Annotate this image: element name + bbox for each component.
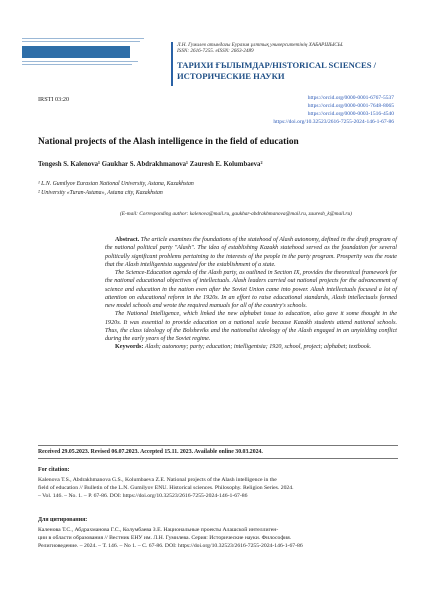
article-title: National projects of the Alash intelligence in the field of education [38,137,299,147]
keywords-text: Alash; autonomy; party; education; intelligentsia; 1920, school, project; alphabet; textbook. [144,344,372,351]
affiliation: ² University «Turan-Astana», Astana city, Kazakhstan [38,189,163,196]
orcid-links [273,94,394,126]
divider [38,445,398,446]
orcid-link[interactable]: https://orcid.org/0000-0003-1516-4540 [307,111,394,117]
abstract [105,236,397,352]
abstract-paragraph: The Science-Education agenda of the Alash party, as outlined in Section IX, provides the theoretical framework for the national educational objectives of intellectuals. Alash leaders carried out national projects for the advancement of science and education in the nation even after the Soviet Union came into power. Alash intellectuals focused a lot of attention on educational reform in the 1920s. In an effort to raise educational standards, Alash intellectuals formed new model schools and wrote the required manuals for all of the country's schools. [105,270,397,309]
citation-label: For citation: [38,467,70,473]
journal-info-line: Л.Н. Гумилев атындағы Еуразия ұлттық университетінің ХАБАРШЫСЫ. [177,42,344,48]
journal-series-line-2: ИСТОРИЧЕСКИЕ НАУКИ [177,70,285,81]
affiliations [38,180,194,197]
journal-issn: ISSN: 2616-7255. eISSN: 2663-2489 [177,48,254,55]
abstract-paragraph: The National Intelligence, which linked the new alphabet issue to education, also gave it some thought in the 1920s. It was essential to provide education on a national scale because Kazakh students attend national schools. Thus, the class ideology of the Bolsheviks and the nationalist ideology of the Alash engaged in an unyielding conflict during the early years of the Soviet regime. [105,311,397,342]
orcid-link[interactable]: https://orcid.org/0000-0001-6767-5537 [307,95,394,101]
citation-line: – Vol. 146. – No. 1. – P. 67-86. DOI: https://doi.org/10.32523/2616-7255-2024-146-1-67-86 [38,492,248,499]
orcid-link[interactable]: https://orcid.org/0000-0001-7648-8065 [307,103,394,109]
received-dates: Received 29.05.2023. Revised 06.07.2023. Accepted 15.11. 2023. Available online 30.03.2024. [38,449,263,455]
citation-line: Kalenova T.S., Abdrakhmanova G.S., Kolumbaeva Z.E. National projects of the Alash intelligence in the [38,477,277,483]
abstract-paragraph [105,236,397,269]
irsti-code: IRSTI 03:20 [38,96,70,103]
doi-link[interactable]: https://doi.org/10.32523/2616-7255-2024-146-1-67-86 [273,119,394,125]
journal-header [0,0,424,90]
author-list: Tengesh S. Kalenova¹ Gaukhar S. Abdrakhmanova¹ Zauresh E. Kolumbaeva² [38,161,263,168]
keywords-label: Keywords: [115,344,144,351]
citation-line: field of education // Bulletin of the L.N. Gumilyov ENU. Historical sciences. Philosophy. Religion Series. 2024. [38,484,294,491]
citation-line: Религиоведение. – 2024. – Т. 146. – No 1. – С. 67-86. DOI: https://doi.org/10.32523/2616-7255-2024-146-1-67-86 [38,542,303,549]
abstract-text: The article examines the foundations of the statehood of Alash autonomy, defined in the draft program of the national political party "Alash". The idea of establishing Kazakh statehood served as the foundation for several politically significant problems pertaining to the interests of the people in the party program. Prosperity was the route that the Alash intelligentsia suggested for the establishment of a state. [105,237,397,268]
affiliation: ¹ L.N. Gumilyov Eurasian National University, Astana, Kazakhstan [38,181,194,187]
citation-en [38,477,398,501]
header-divider [171,42,173,86]
citation-line: ции в области образования // Вестник ЕНУ им. Л.Н. Гумилева. Серия: Исторические науки. Философия. [38,534,292,541]
corresponding-email: (E-mail: Corresponding author: kalenova@mail.ru, gaukhar-abdrakhmanova@mail.ru, zauresh_k@mail.ru) [120,211,352,217]
citation-label-ru: Для цитирования: [38,517,88,523]
divider [38,458,398,459]
journal-series-line-1: ТАРИХИ ҒЫЛЫМДАР/HISTORICAL SCIENCES / [177,60,377,70]
citation-line: Каленова Т.С., Абдрахманова Г.С., Колумбаева З.Е. Национальные проекты Алашской интеллиген- [38,527,279,533]
journal-info [177,42,344,55]
keywords [105,343,397,351]
journal-logo [22,46,130,58]
abstract-label: Abstract. [115,237,140,243]
journal-series-title [177,60,376,81]
citation-ru [38,527,398,551]
